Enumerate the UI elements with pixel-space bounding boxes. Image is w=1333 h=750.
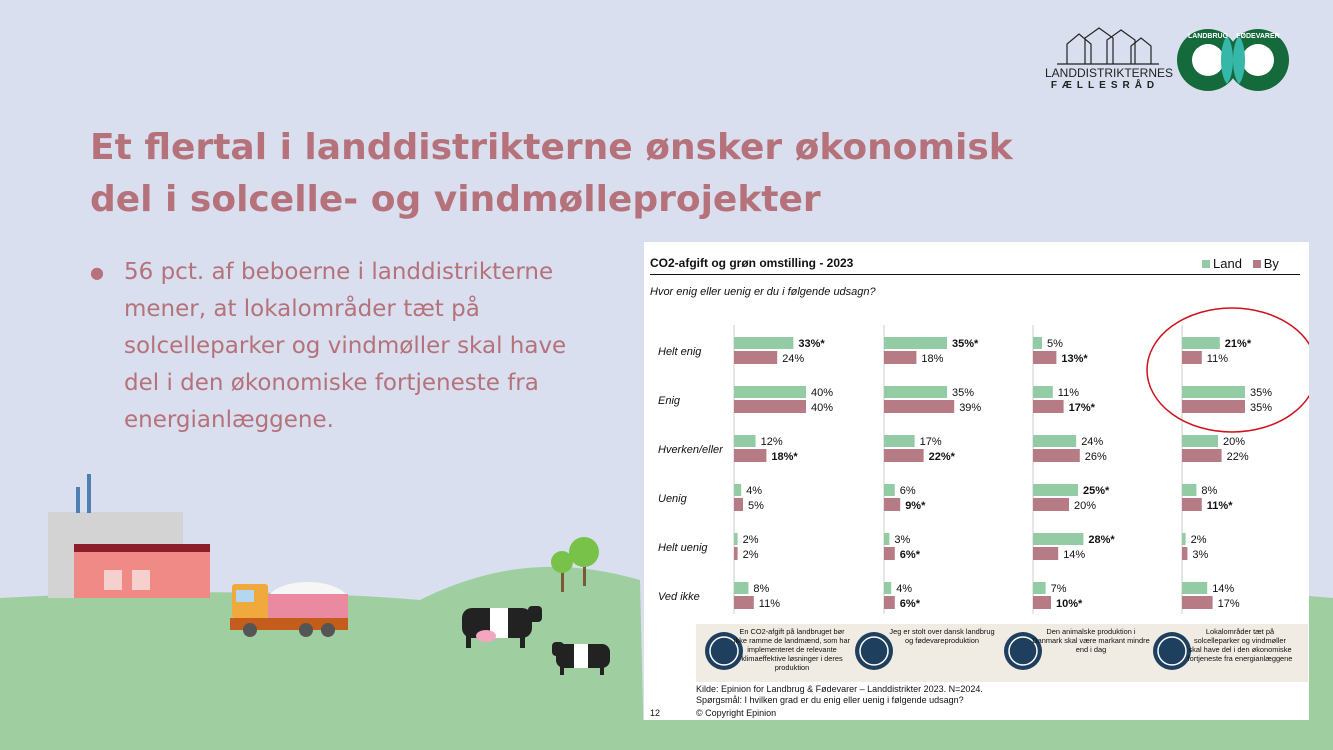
bar-label-land: 8% (1201, 485, 1218, 497)
bar-label-by: 40% (811, 402, 834, 414)
category-label: Helt enig (658, 346, 702, 358)
bar-label-land: 11% (1057, 387, 1080, 399)
bar-land (1033, 484, 1078, 496)
bar-label-by: 20% (1074, 500, 1097, 512)
bar-label-by: 17%* (1068, 402, 1095, 414)
bar-by (734, 596, 754, 609)
statement-text: En CO2-afgift på landbruget bør ikke ramme de landmænd, som har implementeret de relevante klimaeffektive løsninger i deres produktion (733, 627, 851, 672)
bar-label-by: 11% (758, 598, 781, 610)
bar-by (884, 351, 916, 364)
bar-land (734, 582, 748, 594)
bar-land (1033, 582, 1046, 594)
bar-label-by: 2% (742, 549, 759, 561)
bar-label-by: 6%* (899, 549, 920, 561)
bar-by (1033, 498, 1069, 511)
bar-label-land: 40% (811, 387, 834, 399)
bar-by (734, 449, 766, 462)
bar-land (884, 337, 947, 349)
bar-label-land: 28%* (1088, 534, 1115, 546)
bar-label-land: 17% (919, 436, 942, 448)
bar-label-by: 11% (1206, 353, 1229, 365)
copyright-text: © Copyright Epinion (696, 708, 777, 718)
bar-by (1033, 449, 1080, 462)
bullet-text: 56 pct. af beboerne i landdistrikterne mener, at lokalområder tæt på solcelleparker og vindmøller skal have del i den økonomiske fortjeneste fra energianlæggene. (124, 259, 567, 433)
bar-land (734, 337, 793, 349)
bar-by (1182, 449, 1222, 462)
bar-land (1182, 337, 1220, 349)
bar-label-by: 24% (782, 353, 805, 365)
legend-land-label: Land (1213, 256, 1242, 271)
bar-label-by: 18%* (771, 451, 798, 463)
chart-title: CO2-afgift og grøn omstilling - 2023 (650, 256, 854, 270)
chart-panel (644, 242, 1309, 720)
bar-by (884, 596, 895, 609)
bar-land (1033, 386, 1053, 398)
bar-by (1033, 596, 1051, 609)
bar-label-by: 6%* (899, 598, 920, 610)
bar-land (1182, 533, 1186, 545)
bar-by (884, 498, 900, 511)
bar-chart (644, 242, 1309, 720)
bar-by (1182, 547, 1187, 560)
bar-label-by: 39% (959, 402, 982, 414)
bar-by (1182, 498, 1202, 511)
chart-footer (696, 684, 983, 706)
bar-land (884, 533, 889, 545)
bar-by (1033, 351, 1056, 364)
bar-by (734, 547, 738, 560)
bar-land (1033, 533, 1083, 545)
bar-label-by: 35% (1250, 402, 1273, 414)
highlight-circle (1147, 308, 1309, 432)
bar-by (1182, 400, 1245, 413)
bar-by (1033, 400, 1064, 413)
foedevarer-logo-text: FØDEVARER (1236, 33, 1280, 40)
bar-land (734, 484, 741, 496)
bar-land (1182, 582, 1207, 594)
bar-label-land: 3% (894, 534, 911, 546)
bar-label-by: 18% (921, 353, 944, 365)
bar-label-land: 2% (742, 534, 759, 546)
bar-label-by: 13%* (1061, 353, 1088, 365)
bar-land (1033, 435, 1076, 447)
bar-label-land: 21%* (1224, 338, 1252, 350)
statement-text: Lokalområder tæt på solcelleparker og vindmøller skal have del i den økonomiske fortjeneste fra energianlæggene (1187, 627, 1293, 663)
bar-by (734, 400, 806, 413)
bar-land (884, 386, 947, 398)
bar-label-by: 9%* (905, 500, 926, 512)
page-number: 12 (650, 708, 661, 718)
category-label: Helt uenig (658, 542, 708, 554)
bar-label-land: 2% (1190, 534, 1207, 546)
bar-by (1182, 351, 1202, 364)
bar-label-land: 12% (760, 436, 783, 448)
bar-label-land: 33%* (798, 338, 825, 350)
bar-land (734, 533, 738, 545)
bar-label-land: 35% (1250, 387, 1273, 399)
bar-label-by: 5% (748, 500, 764, 512)
bar-label-land: 24% (1081, 436, 1104, 448)
landdistrikternes-logo (1045, 22, 1174, 92)
bar-label-by: 22% (1226, 451, 1249, 463)
footer-question-text: Spørgsmål: I hvilken grad er du enig eller uenig i følgende udsagn? (696, 695, 964, 705)
chart-question: Hvor enig eller uenig er du i følgende udsagn? (650, 286, 876, 298)
bar-label-land: 7% (1050, 583, 1067, 595)
bar-by (734, 351, 777, 364)
bar-land (884, 484, 895, 496)
bar-by (1182, 596, 1213, 609)
bar-label-by: 17% (1217, 598, 1240, 610)
bar-label-land: 35% (952, 387, 975, 399)
bar-land (734, 435, 756, 447)
landbrug-foedevarer-logo (1175, 27, 1291, 93)
landdistrikternes-logo-line2: FÆLLESRÅD (1050, 80, 1160, 91)
bar-by (1033, 547, 1058, 560)
bar-label-land: 8% (753, 583, 770, 595)
statement-text: Den animalske produktion i Danmark skal være markant mindre end i dag (1032, 627, 1150, 654)
bar-by (884, 400, 954, 413)
legend-by-label: By (1263, 256, 1279, 271)
bar-label-land: 4% (896, 583, 913, 595)
bar-label-by: 26% (1084, 451, 1107, 463)
bar-label-by: 10%* (1056, 598, 1083, 610)
category-label: Enig (658, 395, 681, 407)
bar-label-by: 14% (1063, 549, 1086, 561)
bar-label-land: 14% (1212, 583, 1235, 595)
bar-label-by: 11%* (1206, 500, 1233, 512)
landbrug-logo-text: LANDBRUG (1187, 33, 1229, 40)
statement-text: Jeg er stolt over dansk landbrug og fødevareproduktion (889, 627, 995, 645)
bar-land (1182, 435, 1218, 447)
category-label: Uenig (658, 493, 687, 505)
landdistrikternes-logo-line1: LANDDISTRIKTERNES (1045, 66, 1174, 80)
bar-label-land: 6% (899, 485, 916, 497)
bar-label-by: 3% (1192, 549, 1209, 561)
bar-label-by: 22%* (928, 451, 955, 463)
bullet-dot-icon: ● (90, 263, 104, 282)
bar-label-land: 4% (746, 485, 763, 497)
bar-by (884, 449, 924, 462)
bar-land (884, 582, 891, 594)
bar-land (1182, 386, 1245, 398)
slide-title: Et flertal i landdistrikterne ønsker økonomisk del i solcelle- og vindmølleprojekter (90, 127, 1013, 220)
bar-land (884, 435, 915, 447)
bar-land (1033, 337, 1042, 349)
bar-label-land: 25%* (1083, 485, 1110, 497)
category-label: Hverken/eller (658, 444, 723, 456)
source-text: Kilde: Epinion for Landbrug & Fødevarer – Landdistrikter 2023. N=2024. (696, 684, 983, 694)
village-houses-icon (1045, 22, 1165, 66)
bar-land (734, 386, 806, 398)
bar-label-land: 35%* (952, 338, 979, 350)
category-label: Ved ikke (658, 591, 700, 603)
bar-by (884, 547, 895, 560)
bar-label-land: 20% (1223, 436, 1246, 448)
bar-label-land: 5% (1047, 338, 1063, 350)
bar-land (1182, 484, 1196, 496)
bar-by (734, 498, 743, 511)
